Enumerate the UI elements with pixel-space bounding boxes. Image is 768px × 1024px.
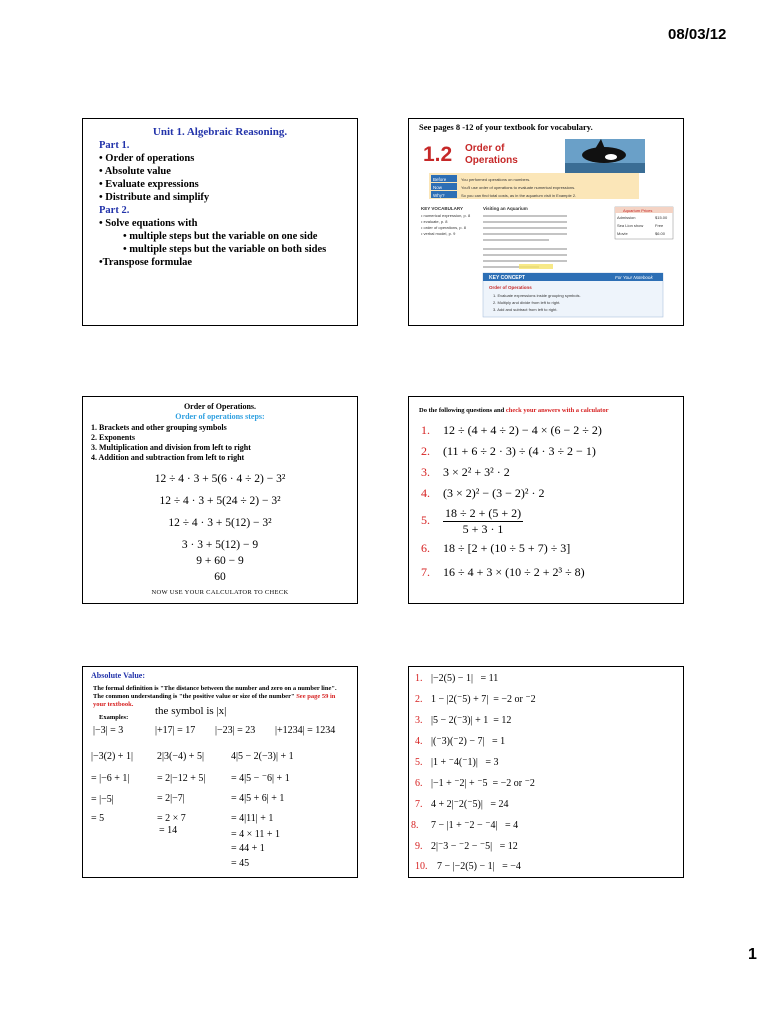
svg-text:2. Multiply and divide from le: 2. Multiply and divide from left to right. [493,300,561,305]
symbol-note: the symbol is |x| [155,705,227,717]
work-line: = |−6 + 1| [91,773,130,784]
outline-item: • Absolute value [99,166,171,177]
svg-text:• verbal model, p. 9: • verbal model, p. 9 [421,231,456,236]
question-7: 7. 16 ÷ 4 + 3 × (10 ÷ 2 + 2³ ÷ 8) [421,565,585,579]
part2-heading: Part 2. [99,205,130,216]
slide-title: Absolute Value: [91,671,146,680]
answer-item: 6. |−1 + ⁻2| + ⁻5 = −2 or ⁻2 [415,778,535,789]
textbook-note: See pages 8 -12 of your textbook for vocabulary. [419,122,593,132]
svg-text:3. Add and subtract from left: 3. Add and subtract from left to right. [493,307,558,312]
question-1: 1. 12 ÷ (4 + 4 ÷ 2) − 4 × (6 − 2 ÷ 2) [421,423,602,437]
svg-text:KEY VOCABULARY: KEY VOCABULARY [421,206,464,211]
question-6: 6. 18 ÷ [2 + (10 ÷ 5 + 7) ÷ 3] [421,541,571,555]
work-line: = 4|5 − ⁻6| + 1 [231,773,290,784]
svg-text:Sea Lion show: Sea Lion show [617,223,644,228]
work-line: = 2|−7| [157,793,185,804]
svg-text:KEY CONCEPT: KEY CONCEPT [489,275,526,281]
work-line: 4|5 − 2(−3)| + 1 [231,751,294,762]
step-item: 1. Brackets and other grouping symbols [91,423,227,432]
work-line: = 4 × 11 + 1 [231,829,281,840]
answer-item: 8. 7 − |1 + ⁻2 − ⁻4| = 4 [411,820,519,831]
svg-text:So you can find total costs, a: So you can find total costs, as in the aquarium visit in Example 2. [461,193,577,198]
example: |−3| = 3 [93,725,124,736]
svg-text:You'll use order of operations: You'll use order of operations to evaluate numerical expressions. [461,185,576,190]
lesson-title-2: Operations [465,155,518,166]
step-item: 3. Multiplication and division from left to right [91,443,251,452]
step-item: 2. Exponents [91,433,136,442]
work-line: 9 + 60 − 9 [196,555,244,567]
slide-absolute-value-answers [408,666,684,878]
lesson-number: 1.2 [423,143,453,166]
question-2: 2. (11 + 6 ÷ 2 · 3) ÷ (4 · 3 ÷ 2 − 1) [421,444,596,458]
svg-text:Now: Now [433,185,443,190]
lesson-title-1: Order of [465,143,505,154]
svg-text:Order of Operations: Order of Operations [489,285,532,290]
svg-text:For Your Notebook: For Your Notebook [615,275,653,280]
answer-item: 3. |5 − 2(⁻3)| + 1 = 12 [415,715,512,726]
slide-title: Order of Operations. [183,402,257,411]
slide-textbook-page [408,118,684,326]
answer-item: 2. 1 − |2(⁻5) + 7| = −2 or ⁻2 [415,694,536,705]
answer-item: 4. |(⁻3)(⁻2) − 7| = 1 [415,736,506,747]
example: |−23| = 23 [215,725,256,736]
outline-item: • Distribute and simplify [99,192,210,203]
outline-subitem: • multiple steps but the variable on both sides [123,244,327,255]
outline-item: • Solve equations with [99,218,198,229]
fraction: $\frac{18 \div 2 + (5 + 2)}{5 + 3 \cdot 1}$ [445,506,522,536]
work-line: = 2|−12 + 5| [157,773,206,784]
slide-unit-outline [82,118,358,326]
svg-text:• evaluate, p. 8: • evaluate, p. 8 [421,219,448,224]
slide-subtitle: Order of operations steps: [175,412,265,421]
question-5: 5. $\frac{18 \div 2 + (5 + 2)}{5 + 3 \cdot 1}$ [421,506,522,536]
svg-text:You performed operations on nu: You performed operations on numbers. [461,177,531,182]
part1-heading: Part 1. [99,140,130,151]
work-line: 12 ÷ 4 · 3 + 5(6 · 4 ÷ 2) − 3² [154,473,286,485]
work-line: 3 · 3 + 5(12) − 9 [181,539,259,551]
page-number: 1 [748,946,757,963]
svg-text:$6.00: $6.00 [655,231,666,236]
textbook-reference: your textbook. [93,701,134,708]
work-line: = 2 × 7 [157,813,186,824]
work-line: = 44 + 1 [231,843,265,854]
work-line: = |−5| [91,794,114,805]
work-line: = 4|5 + 6| + 1 [231,793,285,804]
work-line: 60 [214,571,226,583]
work-line: 12 ÷ 4 · 3 + 5(12) − 3² [168,517,272,529]
svg-text:Movie: Movie [617,231,628,236]
work-line: = 14 [159,825,178,836]
work-line: = 4|11| + 1 [231,813,274,824]
svg-text:Visiting an Aquarium: Visiting an Aquarium [483,206,528,211]
answer-item: 9. 2|⁻3 − ⁻2 − ⁻5| = 12 [415,841,518,852]
instructions: Do the following questions and check your answers with a calculator [419,407,609,414]
answer-item: 5. |1 + ⁻4(⁻1)| = 3 [415,757,499,768]
outline-item: •Transpose formulae [99,257,193,268]
slide-absolute-value [82,666,358,878]
work-line: |−3(2) + 1| [91,751,133,762]
work-line: 2|3(−4) + 5| [157,751,204,762]
work-line: = 45 [231,858,250,869]
examples-label: Examples: [99,714,129,721]
svg-text:Why?: Why? [433,193,445,198]
example: |+17| = 17 [155,725,196,736]
definition: The formal definition is "The distance between the number and zero on a number line". [93,685,337,692]
svg-text:Admission: Admission [617,215,636,220]
answer-item: 7. 4 + 2|⁻2(⁻5)| = 24 [415,799,509,810]
svg-text:$15.00: $15.00 [655,215,668,220]
work-line: = 5 [91,813,105,824]
step-item: 4. Addition and subtraction from left to right [91,453,245,462]
question-3: 3. 3 × 2² + 3² · 2 [421,465,510,479]
textbook-image [419,135,677,319]
svg-text:Before: Before [433,177,447,182]
svg-text:1. Evaluate expressions inside: 1. Evaluate expressions inside grouping symbols. [493,293,581,298]
answer-item: 10. 7 − |−2(5) − 1| = −4 [415,861,521,872]
example: |+1234| = 1234 [275,725,336,736]
slide-title: Unit 1. Algebraic Reasoning. [152,126,288,138]
outline-subitem: • multiple steps but the variable on one side [123,231,318,242]
svg-text:Free: Free [655,223,664,228]
outline-item: • Evaluate expressions [99,179,199,190]
definition: The common understanding is "the positive value or size of the number" See page 59 in [93,693,336,700]
svg-text:Aquarium Prices: Aquarium Prices [623,208,653,213]
work-line: 12 ÷ 4 · 3 + 5(24 ÷ 2) − 3² [159,495,281,507]
answer-item: 1. |−2(5) − 1| = 11 [415,673,499,684]
calculator-note: NOW USE YOUR CALCULATOR TO CHECK [151,589,289,596]
question-4: 4. (3 × 2)² − (3 − 2)² · 2 [421,486,545,500]
outline-item: • Order of operations [99,153,195,164]
orca-photo [565,139,645,173]
slide-order-of-operations [82,396,358,604]
textbook-illustration [419,135,677,319]
svg-text:• numerical expression, p. 8: • numerical expression, p. 8 [421,213,471,218]
slide-practice-questions [408,396,684,604]
svg-text:• order of operations, p. 8: • order of operations, p. 8 [421,225,466,230]
page-date: 08/03/12 [668,26,727,43]
